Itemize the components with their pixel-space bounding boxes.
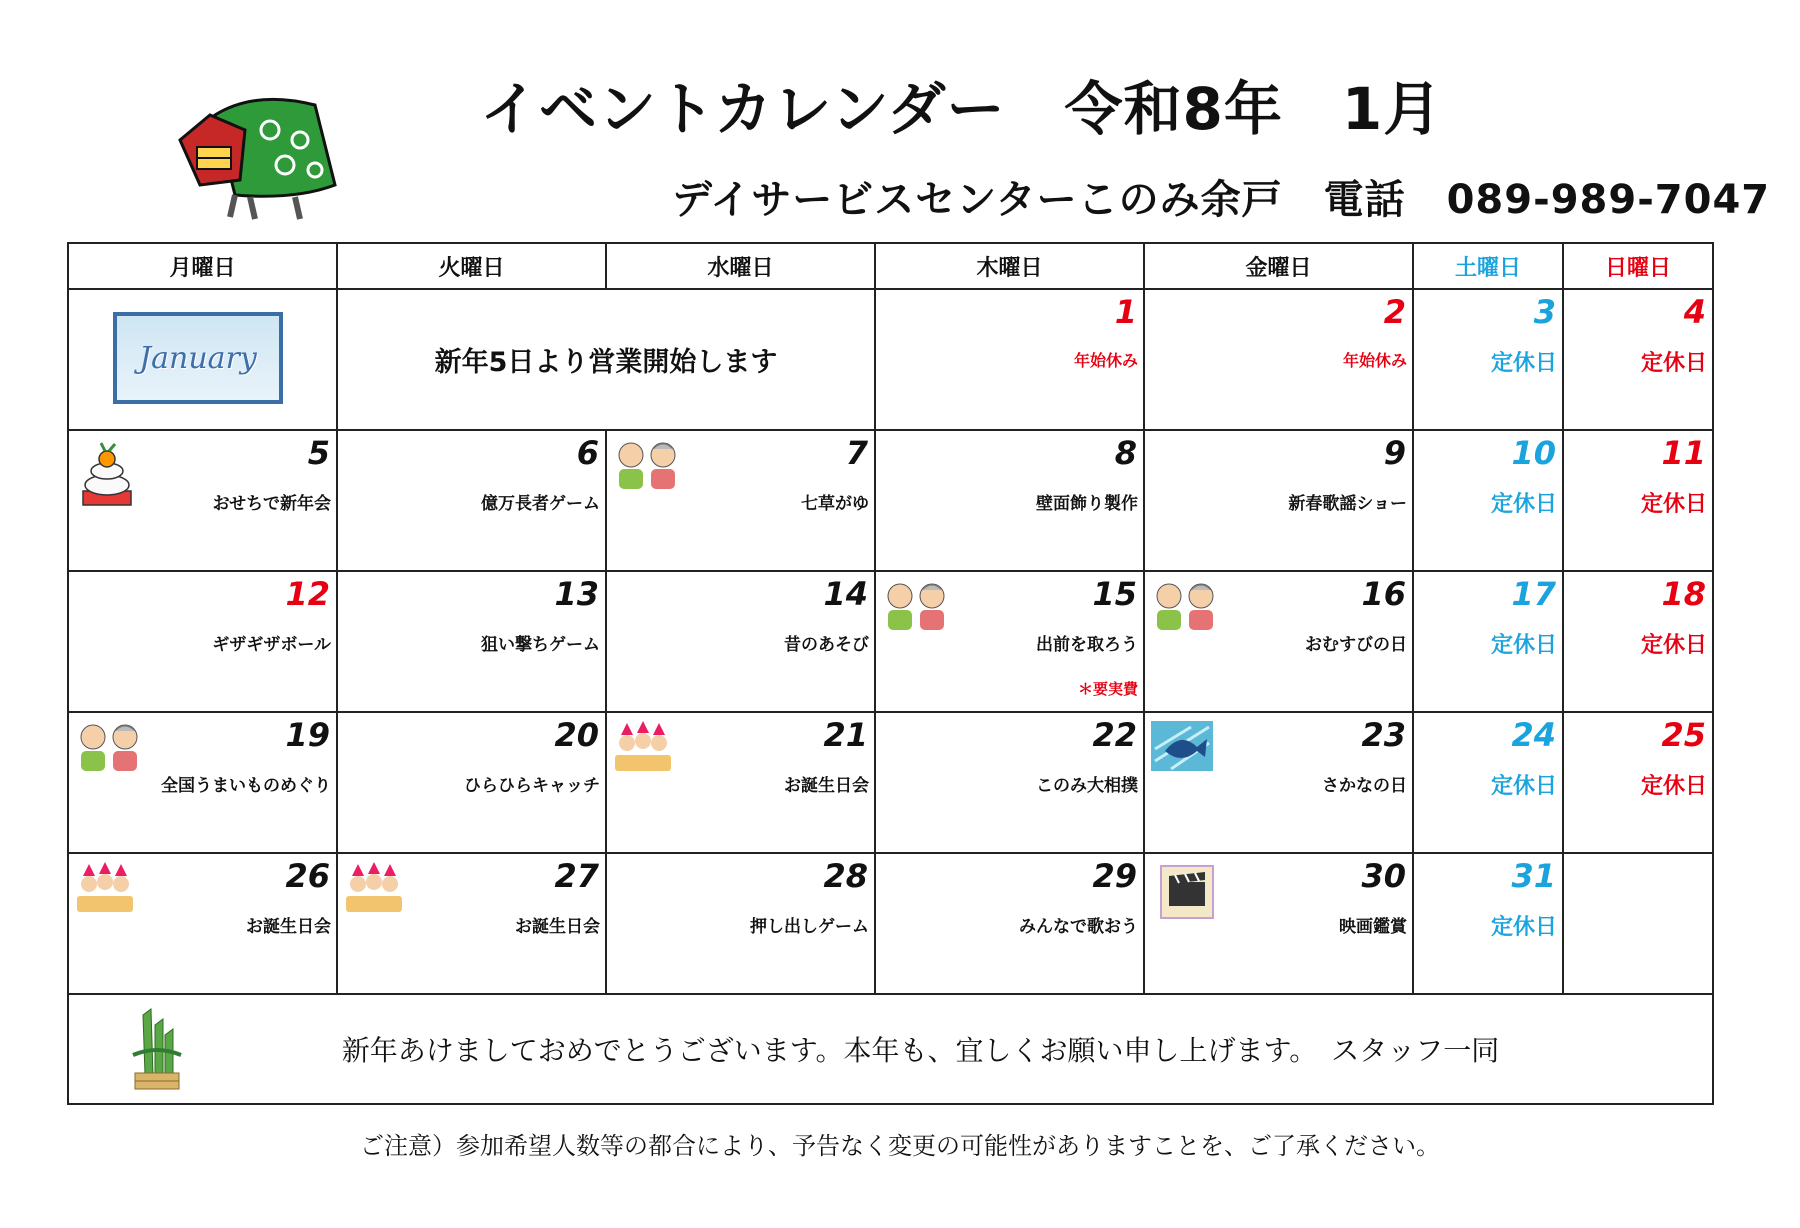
day-number: 25 [1661, 716, 1706, 754]
day-cell [337, 571, 606, 712]
day-cell [337, 712, 606, 853]
new-year-greeting: 新年あけましておめでとうございます。本年も、宜しくお願い申し上げます。 スタッフ一同 [341, 1034, 1500, 1067]
elderly-couple-eating-icon [75, 721, 145, 773]
day-number: 15 [1092, 575, 1137, 613]
event-label: お誕生日会 [784, 776, 869, 796]
day-cell [337, 853, 606, 994]
day-number: 30 [1361, 857, 1406, 895]
day-cell [1144, 853, 1413, 994]
weekday-wed: 水曜日 [606, 243, 875, 289]
fish-icon [1151, 721, 1213, 771]
event-label: 定休日 [1490, 633, 1557, 658]
day-number: 6 [576, 434, 599, 472]
january-banner: January [113, 312, 283, 404]
weekday-sun: 日曜日 [1563, 243, 1713, 289]
day-number: 12 [285, 575, 330, 613]
day-cell [1413, 571, 1563, 712]
event-label: 新春歌謡ショー [1288, 494, 1407, 514]
day-number: 4 [1683, 293, 1706, 331]
day-cell [1144, 571, 1413, 712]
day-number: 19 [285, 716, 330, 754]
weekday-tue: 火曜日 [337, 243, 606, 289]
day-cell [875, 712, 1144, 853]
day-cell [1413, 712, 1563, 853]
day-cell [1144, 430, 1413, 571]
weekday-header-row [68, 243, 1713, 289]
day-number: 7 [845, 434, 868, 472]
event-label: お誕生日会 [246, 917, 331, 937]
week-row [68, 289, 1713, 430]
weekday-thu: 木曜日 [875, 243, 1144, 289]
day-number: 18 [1661, 575, 1706, 613]
weekday-mon: 月曜日 [68, 243, 337, 289]
day-number: 27 [554, 857, 599, 895]
event-label: 全国うまいものめぐり [161, 776, 331, 796]
elderly-couple-eating-icon [882, 580, 952, 632]
day-number: 21 [823, 716, 868, 754]
weekday-sat: 土曜日 [1413, 243, 1563, 289]
event-label: 定休日 [1640, 351, 1707, 376]
movie-clapperboard-icon [1159, 864, 1215, 920]
facility-contact: デイサービスセンターこのみ余戸 電話 089-989-7047 [672, 177, 1771, 223]
january-banner-cell [68, 289, 337, 430]
day-number: 14 [823, 575, 868, 613]
event-label: 狙い撃ちゲーム [481, 635, 600, 655]
week-row [68, 571, 1713, 712]
day-number: 9 [1383, 434, 1406, 472]
day-cell [875, 289, 1144, 430]
event-label: 七草がゆ [801, 494, 869, 514]
event-label: 定休日 [1640, 774, 1707, 799]
day-number: 13 [554, 575, 599, 613]
event-label: 定休日 [1640, 633, 1707, 658]
day-cell [1144, 712, 1413, 853]
day-cell [875, 853, 1144, 994]
event-label: 定休日 [1490, 774, 1557, 799]
event-label: ひらひらキャッチ [464, 776, 600, 796]
week-row [68, 712, 1713, 853]
event-label: 昔のあそび [784, 635, 869, 655]
birthday-party-icon [344, 862, 404, 914]
opening-notice: 新年5日より営業開始します [337, 289, 875, 430]
event-label: このみ大相撲 [1036, 776, 1138, 796]
kagami-mochi-icon [75, 439, 139, 511]
day-cell [1413, 289, 1563, 430]
day-number: 2 [1383, 293, 1406, 331]
event-label: さかなの日 [1322, 776, 1407, 796]
page-title: イベントカレンダー 令和8年 1月 [480, 75, 1443, 143]
event-label: 定休日 [1640, 492, 1707, 517]
day-cell [68, 571, 337, 712]
day-number: 1 [1114, 293, 1137, 331]
day-number: 5 [307, 434, 330, 472]
kadomatsu-icon [127, 1005, 187, 1091]
day-number: 10 [1511, 434, 1556, 472]
day-cell [606, 430, 875, 571]
day-cell [875, 430, 1144, 571]
day-number: 11 [1661, 434, 1706, 472]
event-label: 年始休み [1073, 351, 1138, 370]
elderly-couple-eating-icon [613, 439, 683, 491]
day-number: 17 [1511, 575, 1556, 613]
day-number: 20 [554, 716, 599, 754]
event-label: 出前を取ろう [1036, 635, 1138, 655]
elderly-couple-eating-icon [1151, 580, 1221, 632]
day-cell [1413, 430, 1563, 571]
day-number: 8 [1114, 434, 1137, 472]
event-label: 億万長者ゲーム [481, 494, 600, 514]
shishimai-lion-dance-icon [175, 85, 340, 225]
day-cell [68, 853, 337, 994]
event-label: おせちで新年会 [212, 494, 331, 514]
day-number: 3 [1533, 293, 1556, 331]
greeting-cell [68, 994, 1713, 1104]
empty-cell [1563, 853, 1713, 994]
event-label: みんなで歌おう [1019, 917, 1138, 937]
event-calendar [67, 242, 1714, 1105]
day-cell [68, 712, 337, 853]
week-row [68, 853, 1713, 994]
day-number: 23 [1361, 716, 1406, 754]
birthday-party-icon [613, 721, 673, 773]
caution-note: ご注意）参加希望人数等の都合により、予告なく変更の可能性がありますことを、ご了承ください。 [360, 1132, 1440, 1160]
day-cell [337, 430, 606, 571]
day-number: 31 [1511, 857, 1556, 895]
day-number: 22 [1092, 716, 1137, 754]
event-label: おむすびの日 [1305, 635, 1407, 655]
event-label: 定休日 [1490, 492, 1557, 517]
day-number: 26 [285, 857, 330, 895]
cost-note: ＊要実費 [1077, 680, 1138, 698]
day-cell [606, 853, 875, 994]
day-number: 16 [1361, 575, 1406, 613]
birthday-party-icon [75, 862, 135, 914]
event-label: 押し出しゲーム [750, 917, 869, 937]
day-cell [1144, 289, 1413, 430]
event-label: 年始休み [1342, 351, 1407, 370]
greeting-row [68, 994, 1713, 1104]
day-cell [1413, 853, 1563, 994]
week-row [68, 430, 1713, 571]
day-number: 28 [823, 857, 868, 895]
day-cell [875, 571, 1144, 712]
day-number: 29 [1092, 857, 1137, 895]
event-label: 映画鑑賞 [1339, 917, 1407, 937]
day-cell [606, 571, 875, 712]
event-label: ギザギザボール [212, 635, 331, 655]
day-cell [1563, 289, 1713, 430]
day-cell [1563, 712, 1713, 853]
day-cell [68, 430, 337, 571]
event-label: 壁面飾り製作 [1036, 494, 1138, 514]
event-label: 定休日 [1490, 915, 1557, 940]
event-label: 定休日 [1490, 351, 1557, 376]
event-label: お誕生日会 [515, 917, 600, 937]
day-number: 24 [1511, 716, 1556, 754]
day-cell [1563, 571, 1713, 712]
day-cell [606, 712, 875, 853]
weekday-fri: 金曜日 [1144, 243, 1413, 289]
day-cell [1563, 430, 1713, 571]
